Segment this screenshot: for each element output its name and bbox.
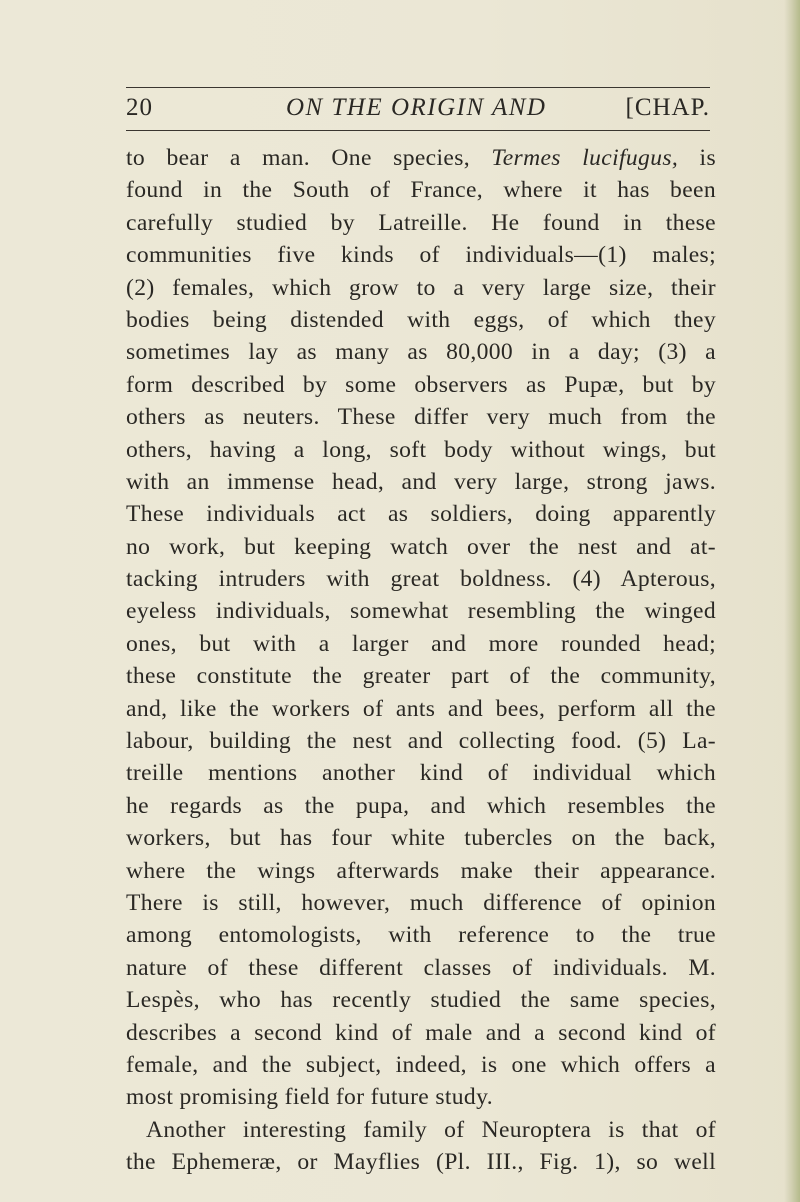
text-line: most promising field for future study. (126, 1084, 493, 1111)
text-line: the Ephemeræ, or Mayflies (Pl. III., Fig. 1), so well (126, 1149, 716, 1176)
text-line: carefully studied by Latreille. He found in these (126, 209, 716, 236)
text-line: labour, building the nest and collecting food. (5) La- (126, 728, 716, 755)
text-line: bodies being distended with eggs, of which they (126, 306, 716, 333)
text-line: (2) females, which grow to a very large size, their (126, 274, 716, 301)
page-number: 20 (126, 94, 153, 121)
body-text (126, 142, 716, 1179)
text-line: There is still, however, much difference of opinion (126, 889, 716, 916)
text-line: Lespès, who has recently studied the same species, (126, 987, 716, 1014)
text-line: form described by some observers as Pupæ, but by (126, 371, 716, 398)
chapter-label: [CHAP. (625, 94, 710, 121)
text-line: where the wings afterwards make their appearance. (126, 857, 716, 884)
text-line: ones, but with a larger and more rounded head; (126, 630, 716, 657)
header-top-rule (126, 87, 710, 88)
text-line: sometimes lay as many as 80,000 in a day; (3) a (126, 339, 716, 366)
text-line: tacking intruders with great boldness. (4) Apterous, (126, 566, 716, 593)
text-line: describes a second kind of male and a second kind of (126, 1019, 716, 1046)
text-line: these constitute the greater part of the community, (126, 663, 716, 690)
text-line: female, and the subject, indeed, is one which offers a (126, 1051, 716, 1078)
text-line: others, having a long, soft body without wings, but (126, 436, 716, 463)
text-line: he regards as the pupa, and which resembles the (126, 792, 716, 819)
species-name: Termes lucifugus, (491, 145, 679, 171)
text-line: eyeless individuals, somewhat resembling the winged (126, 598, 716, 625)
text-line: treille mentions another kind of individual which (126, 760, 716, 787)
text-line: These individuals act as soldiers, doing apparently (126, 501, 716, 528)
text-line: others as neuters. These differ very much from the (126, 404, 716, 431)
text-line: workers, but has four white tubercles on the back, (126, 825, 716, 852)
header-bottom-rule (126, 130, 710, 131)
running-title: ON THE ORIGIN AND (286, 94, 547, 121)
text-line: no work, but keeping watch over the nest and at- (126, 533, 716, 560)
running-head (126, 92, 710, 124)
text-line: found in the South of France, where it has been (126, 177, 716, 204)
text-line: nature of these different classes of individuals. M. (126, 954, 716, 981)
text-line: communities five kinds of individuals—(1) males; (126, 242, 716, 269)
text-line: Another interesting family of Neuroptera is that of (146, 1116, 716, 1143)
text-line: among entomologists, with reference to the true (126, 922, 716, 949)
text-line: with an immense head, and very large, strong jaws. (126, 468, 716, 495)
text-line: to bear a man. One species, Termes lucifugus, is (126, 145, 716, 171)
text-line: and, like the workers of ants and bees, perform all the (126, 695, 716, 722)
page-edge-shadow (784, 0, 800, 1202)
